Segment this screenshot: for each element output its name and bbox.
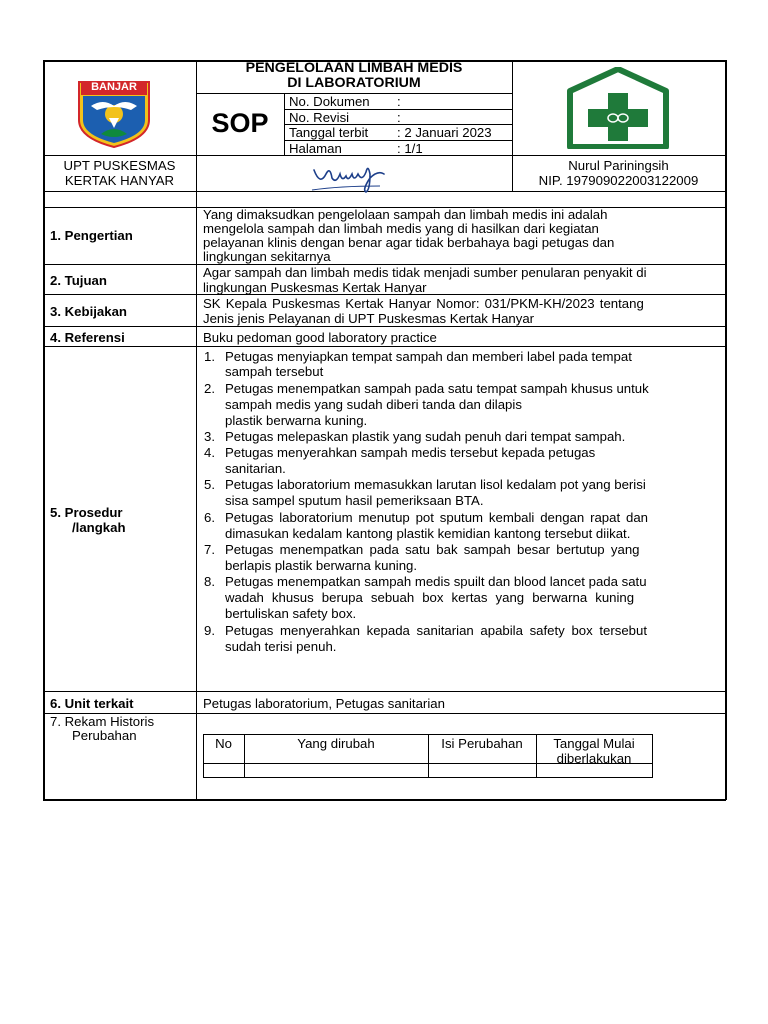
- puskesmas-logo: [566, 67, 670, 149]
- step-line: sampah tersebut: [225, 364, 324, 379]
- history-col-tanggal: Tanggal Mulai diberlakukan: [553, 736, 635, 766]
- tujuan-line: Agar sampah dan limbah medis tidak menjadi sumber penularan penyakit di: [203, 265, 647, 280]
- history-col-line: [536, 734, 537, 778]
- step-line: Petugas menyerahkan sampah medis tersebut kepada petugas: [225, 445, 596, 460]
- signer-nip: NIP. 197909022003122009: [538, 173, 699, 188]
- row-line-kebijakan: [43, 326, 726, 327]
- field-no-revisi-label: No. Revisi: [289, 110, 350, 125]
- row-line-prosedur: [43, 691, 726, 692]
- step-line: bertuliskan safety box.: [225, 606, 357, 621]
- logo-row-line: [43, 155, 726, 156]
- step-line: sampah medis yang sudah diberi tanda dan dilapis: [225, 397, 522, 412]
- step-number: 4.: [204, 445, 215, 460]
- banjar-logo: [71, 76, 157, 148]
- doc-title-line1: PENGELOLAAN LIMBAH MEDIS: [245, 60, 463, 76]
- step-line: dimasukan kedalam kantong plastik kemidian kantong tersebut diikat.: [225, 526, 631, 541]
- history-col-yang-dirubah: Yang dirubah: [297, 736, 375, 751]
- section-content-referensi: Buku pedoman good laboratory practice: [203, 330, 437, 345]
- pengertian-line: Yang dimaksudkan pengelolaan sampah dan limbah medis ini adalah: [203, 207, 608, 222]
- field-tanggal-value: : 2 Januari 2023: [397, 125, 492, 140]
- step-number: 7.: [204, 542, 215, 557]
- frame-right: [725, 60, 727, 800]
- step-line: Petugas menempatkan sampah pada satu tempat sampah khusus untuk: [225, 381, 649, 396]
- doc-title-line2: DI LABORATORIUM: [287, 75, 421, 91]
- field-no-dokumen-value: :: [397, 94, 401, 109]
- frame-bottom: [43, 799, 726, 801]
- step-number: 1.: [204, 349, 215, 364]
- history-col-line: [652, 734, 653, 778]
- step-line: sisa sampel sputum hasil pemeriksaan BTA.: [225, 493, 484, 508]
- logo-text: BANJAR: [91, 81, 137, 93]
- field-no-dokumen-label: No. Dokumen: [289, 94, 370, 109]
- kebijakan-line: Jenis jenis Pelayanan di UPT Puskesmas Kertak Hanyar: [203, 311, 535, 326]
- step-line: Petugas laboratorium menutup pot sputum kembali dengan rapat dan: [225, 510, 649, 525]
- step-line: sanitarian.: [225, 461, 286, 476]
- step-line: wadah khusus berupa sebuah box kertas yang berwarna kuning: [225, 590, 635, 605]
- step-number: 2.: [204, 381, 215, 396]
- pengertian-line: pelayanan klinis dengan benar agar tidak berbahaya bagi petugas dan: [203, 235, 615, 250]
- step-number: 5.: [204, 477, 215, 492]
- step-number: 6.: [204, 510, 215, 525]
- step-number: 3.: [204, 429, 215, 444]
- step-line: plastik berwarna kuning.: [225, 413, 368, 428]
- sop-label: SOP: [211, 108, 269, 138]
- step-line: sudah terisi penuh.: [225, 639, 337, 654]
- section-content-unit-terkait: Petugas laboratorium, Petugas sanitarian: [203, 696, 445, 711]
- field-halaman-value: : 1/1: [397, 141, 423, 156]
- field-no-revisi-value: :: [397, 110, 401, 125]
- section-label-unit-terkait: 6. Unit terkait: [50, 696, 134, 711]
- field-halaman-label: Halaman: [289, 141, 342, 156]
- tujuan-line: lingkungan Puskesmas Kertak Hanyar: [203, 280, 427, 295]
- section-label-rekam-historis-2: Perubahan: [72, 728, 137, 743]
- step-line: Petugas menyerahkan kepada sanitarian apabila safety box tersebut: [225, 623, 648, 638]
- field-tanggal-label: Tanggal terbit: [289, 125, 369, 140]
- org-name-line1: UPT PUSKESMAS: [63, 158, 176, 173]
- section-label-prosedur-1: 5. Prosedur: [50, 505, 123, 520]
- kebijakan-line: SK Kepala Puskesmas Kertak Hanyar Nomor: 031/PKM-KH/2023 tentang: [203, 296, 644, 311]
- step-line: Petugas laboratorium memasukkan larutan lisol kedalam pot yang berisi: [225, 477, 646, 492]
- step-line: berlapis plastik berwarna kuning.: [225, 558, 418, 573]
- history-col-no: No: [215, 736, 232, 751]
- step-number: 8.: [204, 574, 215, 589]
- row-line-referensi: [43, 346, 726, 347]
- section-label-prosedur-2: /langkah: [72, 520, 126, 535]
- body-divider: [196, 191, 197, 800]
- section-label-pengertian: 1. Pengertian: [50, 228, 133, 243]
- org-name-line2: KERTAK HANYAR: [64, 173, 175, 188]
- step-line: Petugas melepaskan plastik yang sudah penuh dari tempat sampah.: [225, 429, 626, 444]
- step-line: Petugas menempatkan pada satu bak sampah besar bertutup yang: [225, 542, 640, 557]
- signature: [310, 160, 402, 194]
- step-line: Petugas menempatkan sampah medis spuilt dan blood lancet pada satu: [225, 574, 647, 589]
- step-line: Petugas menyiapkan tempat sampah dan memberi label pada tempat: [225, 349, 632, 364]
- pengertian-line: lingkungan sekitarnya: [203, 249, 331, 264]
- section-label-tujuan: 2. Tujuan: [50, 273, 107, 288]
- signer-name: Nurul Pariningsih: [568, 158, 669, 173]
- history-col-isi-perubahan: Isi Perubahan: [441, 736, 523, 751]
- section-label-rekam-historis-1: 7. Rekam Historis: [50, 714, 155, 729]
- section-label-kebijakan: 3. Kebijakan: [50, 304, 127, 319]
- step-number: 9.: [204, 623, 215, 638]
- section-label-referensi: 4. Referensi: [50, 330, 125, 345]
- pengertian-line: mengelola sampah dan limbah medis yang di hasilkan dari kegiatan: [203, 221, 599, 236]
